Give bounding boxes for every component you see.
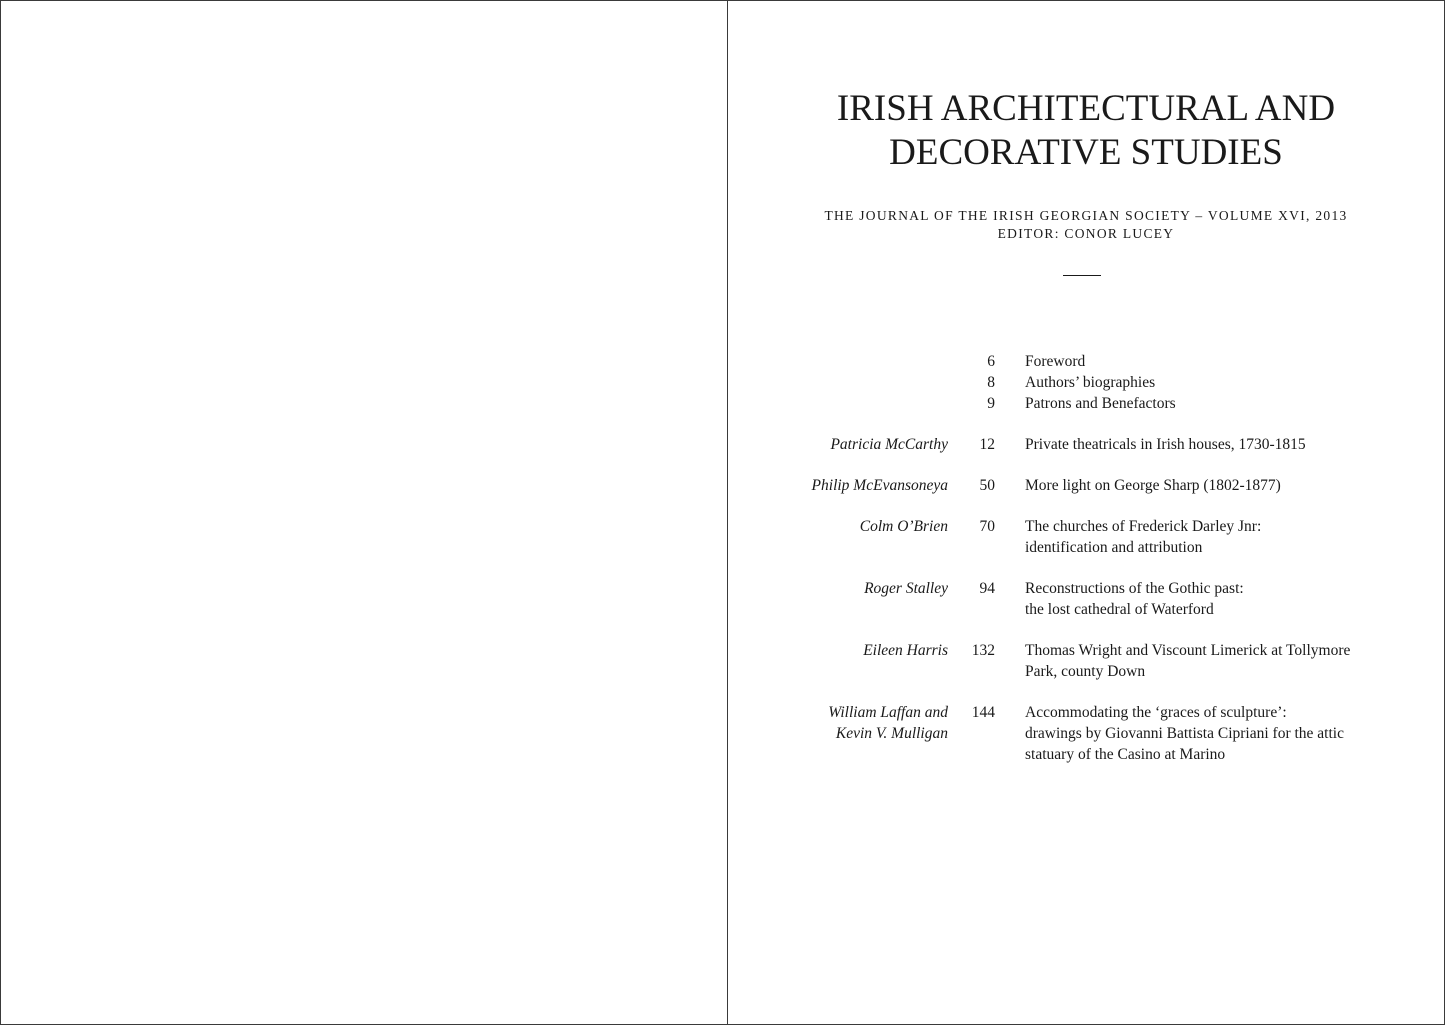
journal-title-line-2: DECORATIVE STUDIES xyxy=(889,132,1283,173)
toc-title-line: identification and attribution xyxy=(1025,539,1203,556)
toc-title xyxy=(1025,702,1385,765)
toc-entry xyxy=(728,475,1444,496)
table-of-contents xyxy=(728,351,1444,765)
toc-title xyxy=(1025,640,1385,682)
toc-spacer xyxy=(728,455,1444,475)
toc-title-line: Reconstructions of the Gothic past: xyxy=(1025,580,1244,597)
toc-author-line: Kevin V. Mulligan xyxy=(835,725,948,742)
toc-title-line: Patrons and Benefactors xyxy=(1025,395,1176,412)
toc-title-line: Thomas Wright and Viscount Limerick at Tollymore xyxy=(1025,642,1351,659)
toc-title-line: Park, county Down xyxy=(1025,663,1146,680)
toc-entry xyxy=(728,640,1444,682)
toc-entry xyxy=(728,702,1444,765)
toc-entry xyxy=(728,351,1444,372)
journal-subtitle: THE JOURNAL OF THE IRISH GEORGIAN SOCIETY – VOLUME XVI, 2013 xyxy=(824,208,1348,223)
toc-author xyxy=(748,516,948,537)
toc-entry xyxy=(728,516,1444,558)
toc-entry xyxy=(728,578,1444,620)
toc-author-line: Colm O’Brien xyxy=(859,518,948,535)
toc-entry xyxy=(728,393,1444,414)
toc-title-line: Accommodating the ‘graces of sculpture’: xyxy=(1025,704,1287,721)
toc-title-line: drawings by Giovanni Battista Cipriani for the attic xyxy=(1025,725,1344,742)
toc-author-line: Patricia McCarthy xyxy=(830,436,948,453)
toc-title xyxy=(1025,393,1385,414)
journal-title-line-1: IRISH ARCHITECTURAL AND xyxy=(836,88,1336,129)
toc-author xyxy=(748,702,948,744)
toc-author-line: Philip McEvansoneya xyxy=(811,477,948,494)
toc-page-number: 132 xyxy=(971,642,995,659)
toc-page-number: 70 xyxy=(979,518,995,535)
toc-title xyxy=(1025,351,1385,372)
toc-title-line: Private theatricals in Irish houses, 1730-1815 xyxy=(1025,436,1306,453)
toc-title xyxy=(1025,516,1385,558)
toc-title-line: The churches of Frederick Darley Jnr: xyxy=(1025,518,1262,535)
toc-author xyxy=(748,475,948,496)
toc-author xyxy=(748,578,948,599)
toc-title-line: the lost cathedral of Waterford xyxy=(1025,601,1214,618)
toc-spacer xyxy=(728,558,1444,578)
toc-author xyxy=(748,640,948,661)
toc-title-line: Authors’ biographies xyxy=(1025,374,1156,391)
toc-spacer xyxy=(728,620,1444,640)
journal-subtitle-block xyxy=(728,207,1444,243)
journal-title xyxy=(728,87,1444,175)
toc-page-number: 94 xyxy=(979,580,995,597)
toc-title-line: Foreword xyxy=(1025,353,1086,370)
toc-entry xyxy=(728,372,1444,393)
toc-page-number: 6 xyxy=(987,353,995,370)
toc-author-line: Roger Stalley xyxy=(864,580,948,597)
toc-author-line: William Laffan and xyxy=(828,704,948,721)
toc-page-number: 12 xyxy=(979,436,995,453)
toc-spacer xyxy=(728,682,1444,702)
toc-author-line: Eileen Harris xyxy=(863,642,948,659)
toc-title xyxy=(1025,578,1385,620)
toc-page-number: 50 xyxy=(979,477,995,494)
journal-editor: EDITOR: CONOR LUCEY xyxy=(997,226,1175,241)
left-blank-page xyxy=(1,1,727,1024)
toc-entry xyxy=(728,434,1444,455)
toc-title xyxy=(1025,372,1385,393)
toc-title xyxy=(1025,434,1385,455)
toc-page-number: 8 xyxy=(987,374,995,391)
toc-spacer xyxy=(728,496,1444,516)
toc-title-line: More light on George Sharp (1802-1877) xyxy=(1025,477,1281,494)
toc-page-number: 144 xyxy=(971,704,995,721)
right-title-page xyxy=(728,1,1444,1024)
title-divider-rule xyxy=(1063,275,1101,276)
toc-page-number: 9 xyxy=(987,395,995,412)
toc-author xyxy=(748,434,948,455)
toc-title xyxy=(1025,475,1385,496)
toc-title-line: statuary of the Casino at Marino xyxy=(1025,746,1226,763)
toc-spacer xyxy=(728,414,1444,434)
